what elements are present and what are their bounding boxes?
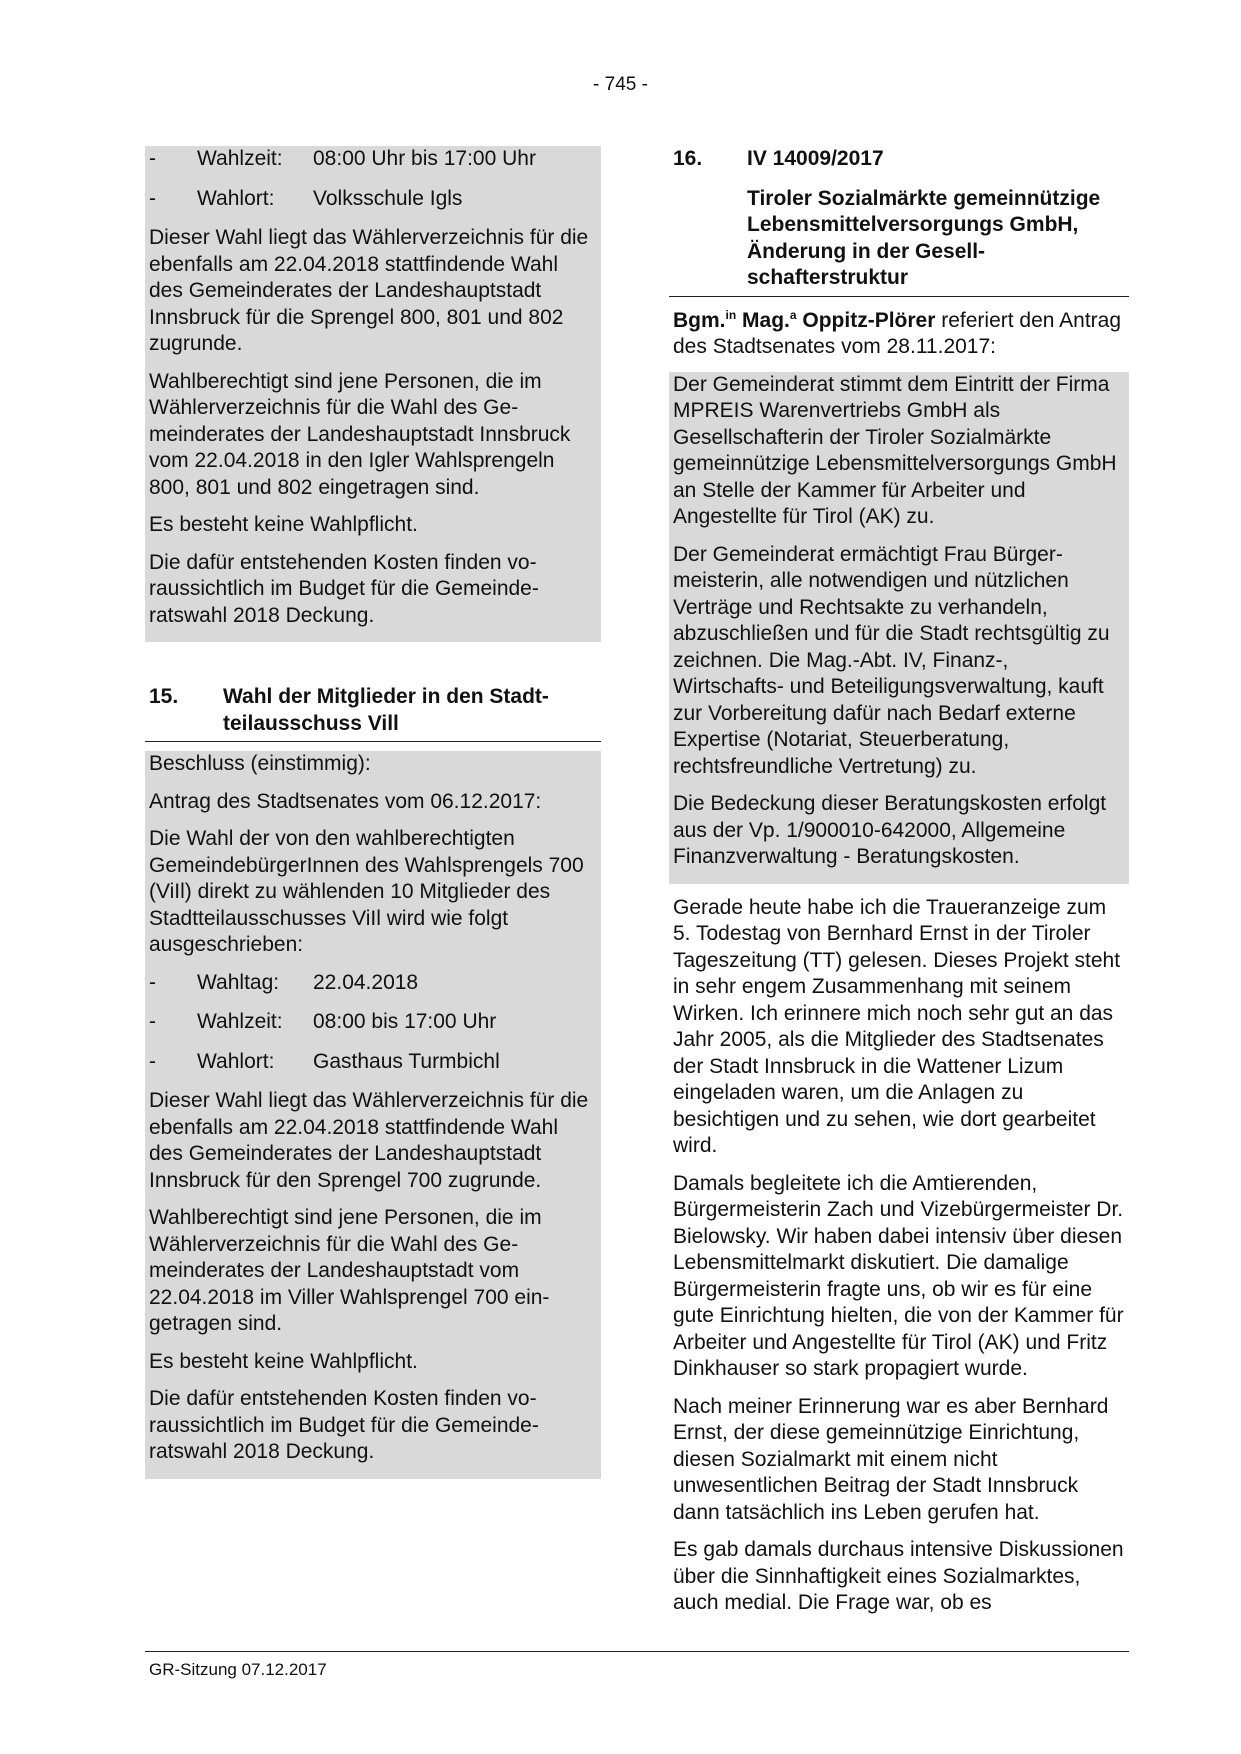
paragraph: Die dafür entstehenden Kosten finden voraussichtlich im Budget für die Gemeinderatswahl 2018 Deckung. — [149, 1387, 539, 1463]
speaker-title: Bgm. — [673, 308, 726, 332]
item-dash: - — [149, 970, 156, 994]
item-dash: - — [149, 147, 156, 170]
footer-text: GR-Sitzung 07.12.2017 — [149, 1660, 327, 1679]
paragraph: Der Gemeinderat stimmt dem Eintritt der Firma MPREIS Warenvertriebs GmbH als Gesellschafterin der Tiroler Sozialmärkte gemeinnützige Lebensmittelversorgungs GmbH an Stelle der Kammer für Arbeiter und Angestellte für Tirol (AK) zu. — [673, 372, 1117, 528]
paragraph: Wahlberechtigt sind jene Personen, die im Wählerverzeichnis für die Wahl des Gemeinderates der Landeshauptstadt vom 22.04.2018 im Viller Wahlsprengel 700 eingetragen sind. — [149, 1206, 550, 1335]
list-item — [145, 1049, 601, 1089]
section-number: 15. — [149, 685, 179, 708]
section-reference: IV 14009/2017 — [747, 147, 884, 170]
right-column — [669, 146, 1129, 1628]
speaker-name: Oppitz-Plörer — [802, 308, 936, 332]
item-label: Wahlort: — [197, 1049, 275, 1073]
paragraph: Die dafür entstehenden Kosten finden voraussichtlich im Budget für die Gemeinderatswahl 2018 Deckung. — [149, 550, 539, 627]
list-item — [145, 970, 601, 1010]
paragraph: Dieser Wahl liegt das Wählerverzeichnis für die ebenfalls am 22.04.2018 stattfindende Wahl des Gemeinderates der Landeshauptstadt Innsbruck für die Sprengel 800, 801 und 802 zugrunde. — [149, 226, 589, 355]
left-column — [145, 146, 601, 1479]
paragraph: Es gab damals durchaus intensive Diskussionen über die Sinnhaftigkeit eines Sozialmarktes, auch medial. Die Frage war, ob es — [673, 1538, 1124, 1614]
footer-divider — [145, 1651, 1129, 1652]
item-dash: - — [149, 1010, 156, 1033]
speaker-title-sup: in — [725, 307, 737, 322]
paragraph: Gerade heute habe ich die Traueranzeige zum 5. Todestag von Bernhard Ernst in der Tiroler Tageszeitung (TT) gelesen. Dieses Projekt steht in sehr engem Zusammenhang mit seinem Wirken. Ich erinnere mich noch sehr gut an das Jahr 2005, als die Mitglieder des Stadtsenates der Stadt Innsbruck in die Wattener Lizum eingeladen waren, um die Anlagen zu besichtigen und zu sehen, wie dort gearbeitet wird. — [673, 895, 1121, 1157]
section-number: 16. — [673, 147, 703, 170]
paragraph: Der Gemeinderat ermächtigt Frau Bürgermeisterin, alle notwendigen und nützlichen Verträge und Rechtsakte zu verhandeln, abzuschließen und für die Stadt rechtsgültig zu zeichnen. Die Mag.-Abt. IV, Finanz-, Wirtschafts- und Beteiligungsverwaltung, kauft zur Vorbereitung dafür nach Bedarf externe Expertise (Notariat, Steuerberatung, rechtsfreundliche Vertretung) zu. — [673, 542, 1110, 778]
paragraph: Die Wahl der von den wahlberechtigten GemeindebürgerInnen des Wahlsprengels 700 (ViIl) direkt zu wählenden 10 Mitglieder des Stadtteilausschusses ViIl wird wie folgt ausgeschrieben: — [149, 827, 584, 956]
paragraph: Wahlberechtigt sind jene Personen, die im Wählerverzeichnis für die Wahl des Gemeinderates der Landeshauptstadt Innsbruck vom 22.04.2018 in den Igler Wahlsprengeln 800, 801 und 802 eingetragen sind. — [149, 369, 571, 499]
shaded-block-motion — [669, 372, 1129, 884]
section-title: Tiroler Sozialmärkte gemeinnützige Lebensmittelversorgungs GmbH, Änderung in der Gesellschafterstruktur — [669, 186, 1129, 297]
shaded-block-top — [145, 146, 601, 642]
item-value: 22.04.2018 — [313, 970, 419, 994]
section-15-heading — [145, 684, 601, 742]
list-item — [145, 146, 601, 186]
paragraph: Beschluss (einstimmig): — [149, 752, 371, 775]
speaker-paragraph — [669, 308, 1129, 361]
item-value: Volksschule Igls — [313, 186, 463, 210]
speaker-text: referiert den Antrag des Stadtsenates vom 28.11.2017: — [673, 308, 1122, 358]
paragraph: Die Bedeckung dieser Beratungskosten erfolgt aus der Vp. 1/900010-642000, Allgemeine Finanzverwaltung - Beratungskosten. — [673, 792, 1107, 868]
item-value: Gasthaus Turmbichl — [313, 1049, 500, 1073]
paragraph: Nach meiner Erinnerung war es aber Bernhard Ernst, der diese gemeinnützige Einrichtung, diesen Sozialmarkt mit einem nicht unwesentlichen Beitrag der Stadt Innsbruck dann tatsächlich ins Leben gerufen hat. — [673, 1394, 1109, 1524]
paragraph: Antrag des Stadtsenates vom 06.12.2017: — [149, 789, 542, 813]
speaker-degree-sup: a — [789, 307, 797, 322]
section-16-heading — [669, 146, 1129, 173]
item-value: 08:00 Uhr bis 17:00 Uhr — [313, 147, 536, 170]
paragraph: Es besteht keine Wahlpflicht. — [149, 1349, 418, 1373]
item-label: Wahlzeit: — [197, 147, 283, 170]
item-dash: - — [149, 1049, 156, 1073]
paragraph: Es besteht keine Wahlpflicht. — [149, 513, 418, 536]
item-label: Wahltag: — [197, 970, 280, 994]
section-title: Wahl der Mitglieder in den Stadtteilausschuss Vill — [223, 685, 549, 735]
item-label: Wahlzeit: — [197, 1010, 283, 1033]
speaker-degree: Mag. — [742, 308, 790, 332]
list-item — [145, 1009, 601, 1049]
page-number: - 745 - — [593, 74, 648, 95]
paragraph: Dieser Wahl liegt das Wählerverzeichnis für die ebenfalls am 22.04.2018 stattfindende Wahl des Gemeinderates der Landeshauptstadt Innsbruck für den Sprengel 700 zugrunde. — [149, 1089, 589, 1192]
item-dash: - — [149, 186, 156, 210]
item-value: 08:00 bis 17:00 Uhr — [313, 1010, 497, 1033]
item-label: Wahlort: — [197, 186, 275, 210]
paragraph: Damals begleitete ich die Amtierenden, Bürgermeisterin Zach und Vizebürgermeister Dr. Bielowsky. Wir haben dabei intensiv über diesen Lebensmittelmarkt diskutiert. Die damalige Bürgermeisterin fragte uns, ob wir es für eine gute Einrichtung hielten, die von der Kammer für Arbeiter und Angestellte für Tirol (AK) und Fritz Dinkhauser so stark propagiert wurde. — [673, 1171, 1124, 1380]
list-item — [145, 186, 601, 226]
shaded-block-section-15 — [145, 751, 601, 1479]
